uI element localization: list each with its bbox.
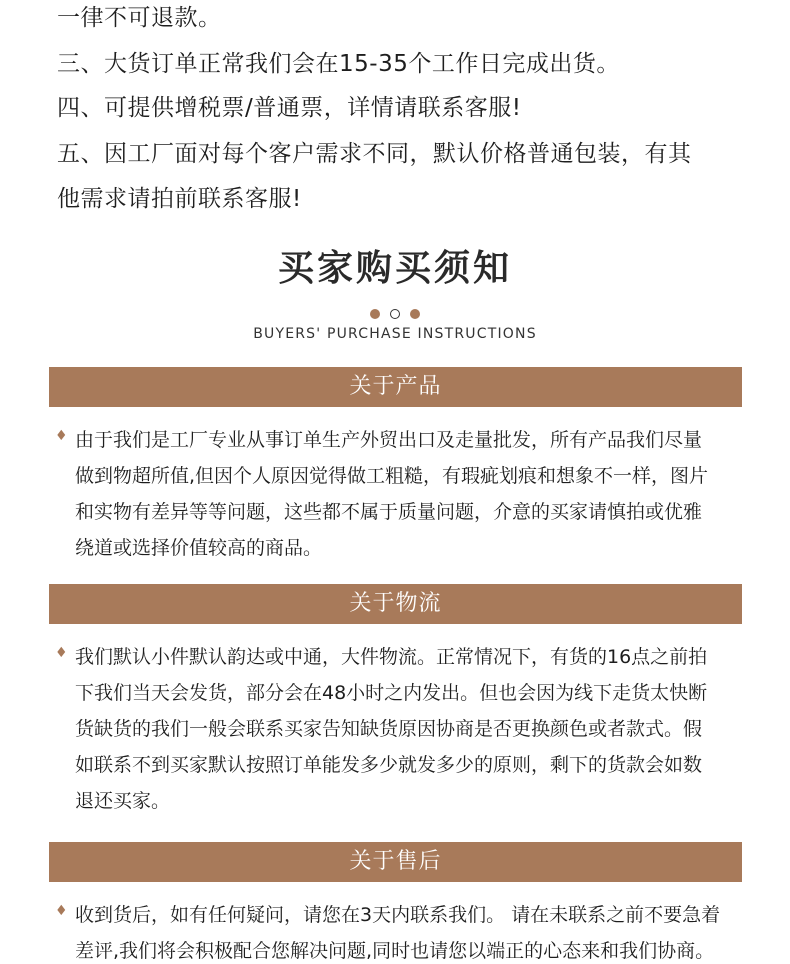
- intro-line: 一律不可退款。: [57, 5, 222, 31]
- paragraph-line: 差评,我们将会积极配合您解决问题,同时也请您以端正的心态来和我们协商。: [75, 940, 715, 962]
- paragraph-line: 由于我们是工厂专业从事订单生产外贸出口及走量批发，所有产品我们尽量: [75, 429, 703, 451]
- diamond-bullet-icon: ♦: [55, 903, 68, 919]
- intro-line: 他需求请拍前联系客服!: [57, 186, 302, 212]
- decorative-dots: [0, 303, 790, 317]
- paragraph-line: 货缺货的我们一般会联系买家告知缺货原因协商是否更换颜色或者款式。假: [75, 718, 703, 740]
- intro-line: 三、大货订单正常我们会在15-35个工作日完成出货。: [57, 51, 620, 77]
- section-heading-product: 关于产品: [49, 367, 742, 407]
- paragraph-line: 下我们当天会发货，部分会在48小时之内发出。但也会因为线下走货太快断: [75, 682, 708, 704]
- section-heading-after-sales: 关于售后: [49, 842, 742, 882]
- diamond-bullet-icon: ♦: [55, 645, 68, 661]
- intro-line: 五、因工厂面对每个客户需求不同，默认价格普通包装，有其: [57, 141, 692, 167]
- paragraph-line: 退还买家。: [75, 790, 171, 812]
- dot-icon: [390, 309, 400, 319]
- page-subtitle: BUYERS' PURCHASE INSTRUCTIONS: [253, 326, 537, 342]
- paragraph-line: 如联系不到买家默认按照订单能发多少就发多少的原则，剩下的货款会如数: [75, 754, 703, 776]
- intro-line: 四、可提供增税票/普通票，详情请联系客服!: [57, 95, 522, 121]
- paragraph-line: 收到货后，如有任何疑问，请您在3天内联系我们。 请在未联系之前不要急着: [75, 904, 721, 926]
- section-heading-logistics: 关于物流: [49, 584, 742, 624]
- paragraph-line: 做到物超所值,但因个人原因觉得做工粗糙，有瑕疵划痕和想象不一样，图片: [75, 465, 709, 487]
- paragraph-line: 和实物有差异等等问题，这些都不属于质量问题，介意的买家请慎拍或优雅: [75, 501, 703, 523]
- diamond-bullet-icon: ♦: [55, 428, 68, 444]
- dot-icon: [410, 309, 420, 319]
- paragraph-line: 绕道或选择价值较高的商品。: [75, 537, 323, 559]
- paragraph-line: 我们默认小件默认韵达或中通，大件物流。正常情况下，有货的16点之前拍: [75, 646, 708, 668]
- dot-icon: [370, 309, 380, 319]
- page-title: 买家购买须知: [277, 248, 512, 289]
